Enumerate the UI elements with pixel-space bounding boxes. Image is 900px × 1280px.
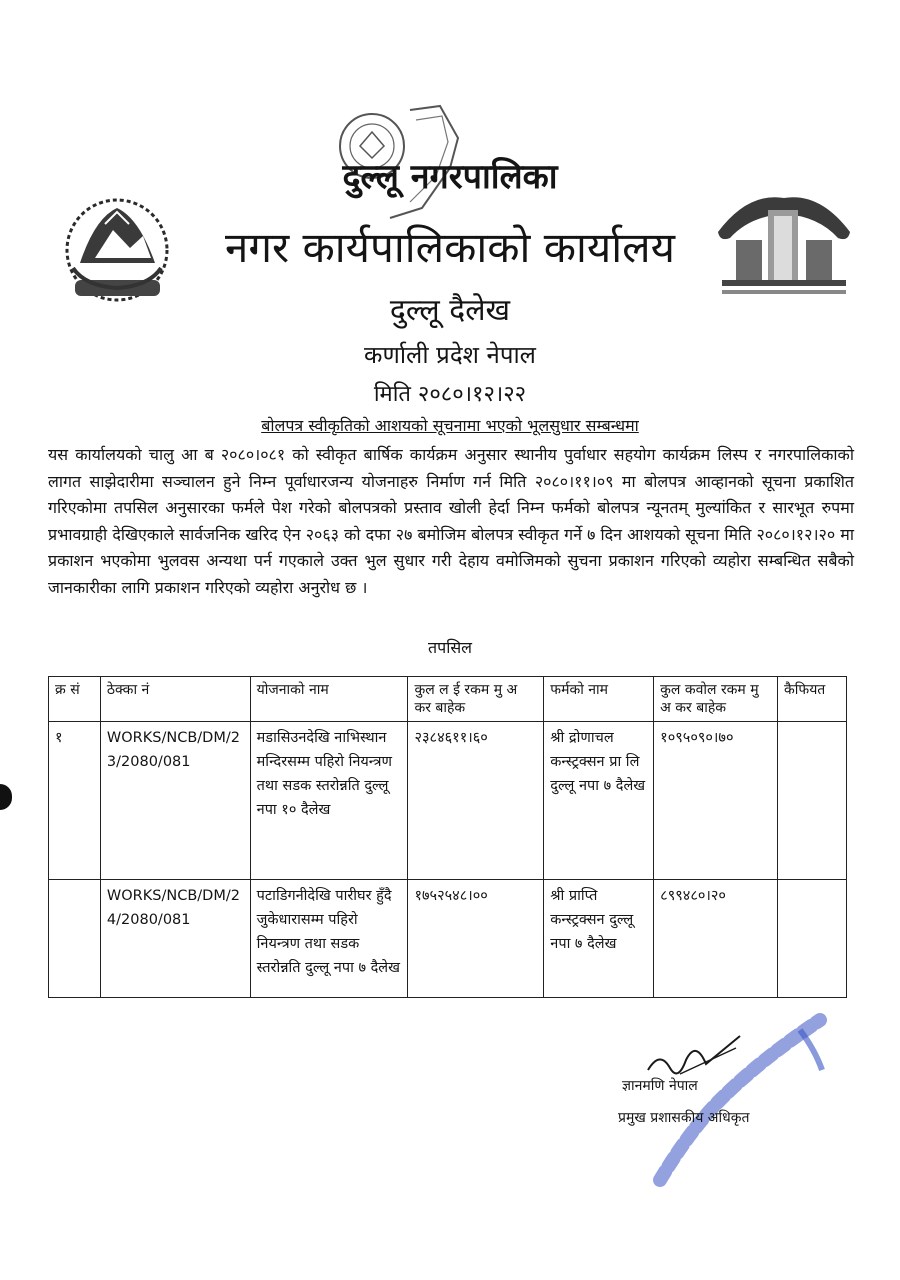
cell-remarks xyxy=(778,880,847,998)
town-name: दुल्लू दैलेख xyxy=(389,293,511,328)
cell-bid-amount: ८९९४८०।२० xyxy=(654,880,778,998)
column-header: कुल कवोल रकम मु अ कर बाहेक xyxy=(654,677,778,722)
cell-contract-no: WORKS/NCB/DM/23/2080/081 xyxy=(100,722,250,880)
cell-project: मडासिउनदेखि नाभिस्थान मन्दिरसम्म पहिरो नियन्त्रण तथा सडक स्तरोन्नति दुल्लू नपा १० दैलेख xyxy=(250,722,408,880)
column-header: फर्मको नाम xyxy=(544,677,654,722)
province-name: कर्णाली प्रदेश नेपाल xyxy=(364,341,536,369)
column-header: कुल ल ई रकम मु अ कर बाहेक xyxy=(408,677,544,722)
table-caption: तपसिल xyxy=(427,638,473,657)
table-row xyxy=(49,880,847,998)
cell-remarks xyxy=(778,722,847,880)
scan-mark xyxy=(0,784,12,810)
table-row xyxy=(49,722,847,880)
table-header-row xyxy=(49,677,847,722)
cell-firm: श्री प्राप्ति कन्स्ट्रक्सन दुल्लू नपा ७ दैलेख xyxy=(544,880,654,998)
column-header: योजनाको नाम xyxy=(250,677,408,722)
signatory-name: ज्ञानमणि नेपाल xyxy=(622,1078,698,1094)
municipality-name: दुल्लू नगरपालिका xyxy=(342,157,558,197)
details-table xyxy=(48,676,847,998)
notice-body: यस कार्यालयको चालु आ ब २०८०।०८१ को स्वीकृत बार्षिक कार्यक्रम अनुसार स्थानीय पुर्वाधार सहयोग कार्यक्रम लिस्प र नगरपालिकाको लागत साझेदारीमा सञ्चालन हुने निम्न पूर्वाधारजन्य योजनाहरु निर्माण गर्न मिति २०८०।११।०९ मा बोलपत्र आव्हानको सूचना प्रकाशित गरिएकोमा तपसिल अनुसारका फर्मले पेश गरेको बोलपत्रको प्रस्ताव खोली हेर्दा निम्न फर्मको बोलपत्र न्यूनतम् मुल्यांकित र सारभूत रुपमा प्रभावग्राही देखिएकाले सार्वजनिक खरिद ऐन २०६३ को दफा २७ बमोजिम बोलपत्र स्वीकृत गर्ने ७ दिन आशयको सूचना मिति २०८०।१२।२० मा प्रकाशन भएकोमा भुलवस अन्यथा पर्न गएकाले उक्त भुल सुधार गरी देहाय वमोजिमको सुचना प्रकाशन गरिएको व्यहोरा सम्बन्धित सबैको जानकारीका लागि प्रकाशन गरिएको व्यहोरा अनुरोध छ । xyxy=(48,445,854,597)
column-header: ठेक्का नं xyxy=(100,677,250,722)
cell-estimate: १७५२५४८।०० xyxy=(408,880,544,998)
signatory-title: प्रमुख प्रशासकीय अधिकृत xyxy=(618,1110,750,1126)
cell-firm: श्री द्रोणाचल कन्स्ट्रक्सन प्रा लि दुल्लू नपा ७ दैलेख xyxy=(544,722,654,880)
official-stamp-icon xyxy=(650,1010,830,1190)
notice-date: मिति २०८०।१२।२२ xyxy=(373,382,527,407)
cell-sn: १ xyxy=(49,722,101,880)
cell-project: पटाडिगनीदेखि पारीघर हुँदै जुकेधारासम्म पहिरो नियन्त्रण तथा सडक स्तरोन्नति दुल्लू नपा ७ दैलेख xyxy=(250,880,408,998)
cell-bid-amount: १०९५०९०।७० xyxy=(654,722,778,880)
column-header: कैफियत xyxy=(778,677,847,722)
column-header: क्र सं xyxy=(49,677,101,722)
notice-subject: बोलपत्र स्वीकृतिको आशयको सूचनामा भएको भूलसुधार सम्बन्धमा xyxy=(261,416,639,435)
office-title: नगर कार्यपालिकाको कार्यालय xyxy=(225,223,675,272)
cell-estimate: २३८४६११।६० xyxy=(408,722,544,880)
cell-sn xyxy=(49,880,101,998)
cell-contract-no: WORKS/NCB/DM/24/2080/081 xyxy=(100,880,250,998)
